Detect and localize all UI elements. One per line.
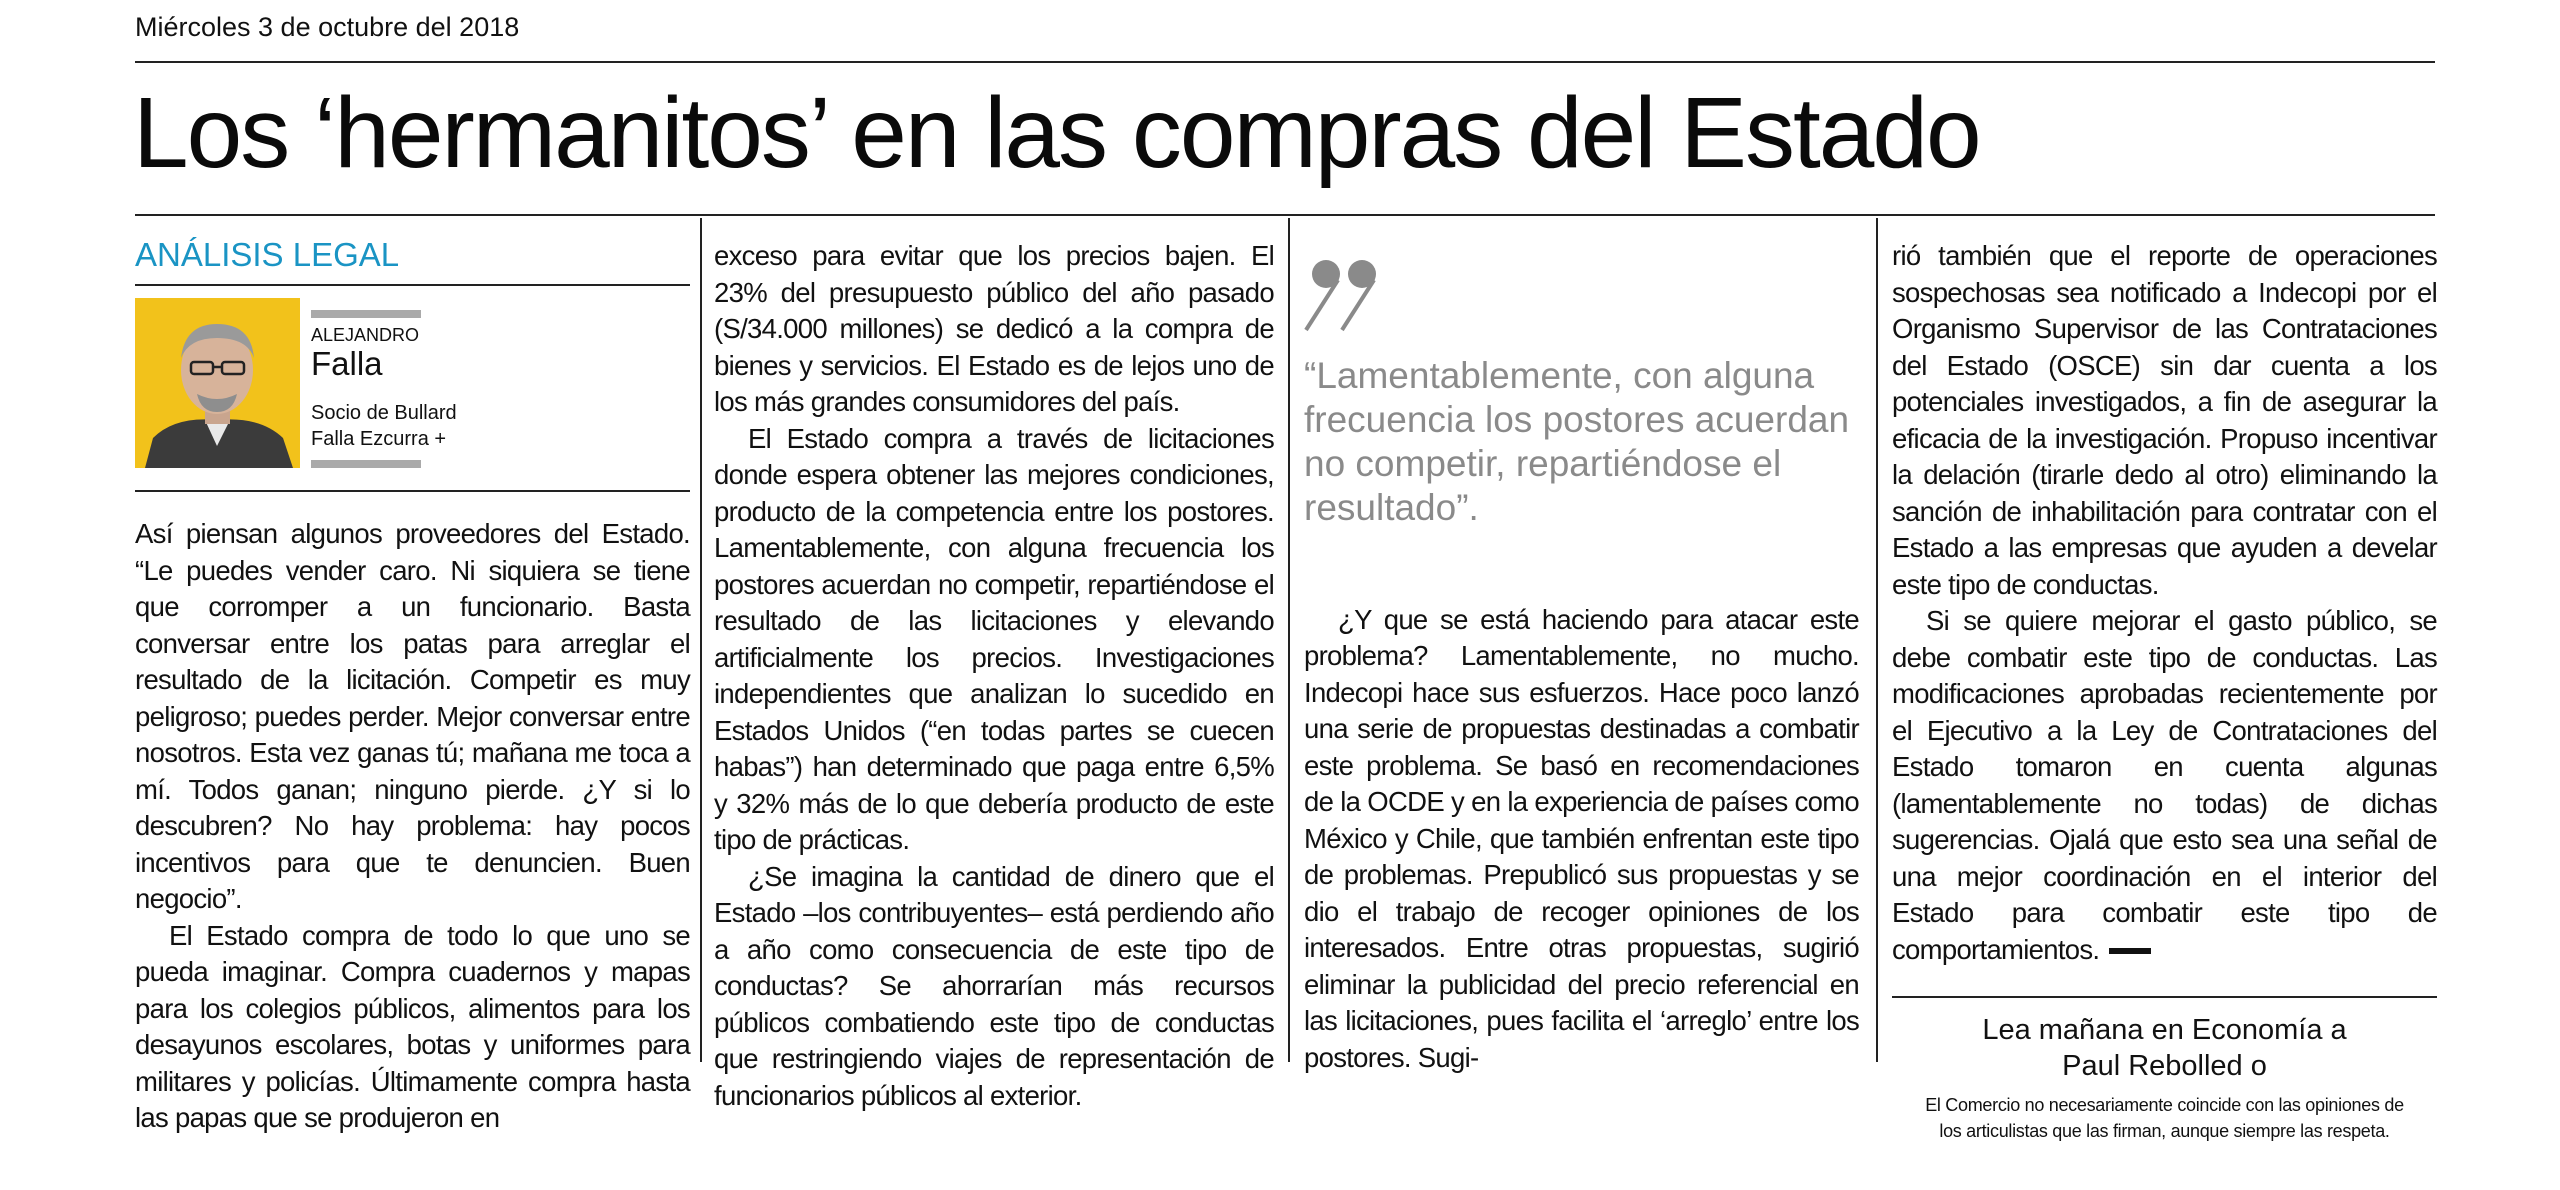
author-box [135,298,690,488]
next-article-line-1: Lea mañana en Economía a [1982,1014,2347,1046]
page-date: Miércoles 3 de octubre del 2018 [135,12,520,42]
paragraph: rió también que el reporte de operaciones sospechosas sea notificado a Indecopi por el Organismo Supervisor de las Contrataciones del Estado (OSCE) sin dar cuenta a los potenciales investigados, a fin de asegurar la eficacia de la investigación. Propuso incentivar la delación (tirarle dedo al otro) eliminando la sanción de inhabilitación para contratar con el Estado a las empresas que ayuden a develar este tipo de conductas. [1892,240,2437,600]
author-rule [135,490,690,492]
top-rule [135,61,2435,63]
column-3 [1304,238,1859,1076]
column-2 [714,238,1274,1114]
author-role-1: Socio de Bullard [311,402,457,424]
headline-rule [135,214,2435,216]
end-mark-icon [2109,948,2151,954]
disclaimer-line-1: El Comercio no necesariamente coincide con las opiniones de [1925,1095,2404,1115]
quote-mark-icon [1304,252,1394,332]
author-last-name: Falla [311,345,383,382]
pull-quote: “Lamentablemente, con alguna frecuencia los postores acuerdan no competir, repartiéndose el resultado”. [1304,354,1850,528]
paragraph: Así piensan algunos proveedores del Estado. “Le puedes vender caro. Ni siquiera se tiene que corromper a un funcionario. Basta conversar entre los patas para arreglar el resultado de la licitación. Competir es muy peligroso; puedes perder. Mejor conversar entre nosotros. Esta vez ganas tú; mañana me toca a mí. Todos ganan; ninguno pierde. ¿Y si lo descubren? No hay problema: hay pocos incentivos para que te denuncien. Buen negocio”. [135,518,690,914]
next-article-line-2: Paul Rebolled o [2062,1050,2267,1082]
paragraph: ¿Se imagina la cantidad de dinero que el Estado –los contribuyentes– está perdiendo año a año como consecuencia de este tipo de conductas? Se ahorrarían más recursos públicos combatiendo este tipo de conductas que restringiendo viajes de representación de funcionarios públicos al exterior. [714,860,1274,1111]
author-photo [135,298,300,468]
column-4 [1892,238,2437,1144]
paragraph: ¿Y que se está haciendo para atacar este problema? Lamentablemente, no mucho. Indecopi hace sus esfuerzos. Hace poco lanzó una serie de propuestas destinadas a combatir este problema. Se basó en recomendaciones de la OCDE y en la experiencia de países como México y Chile, que también enfrentan este tipo de problemas. Prepublicó sus propuestas y se dio el trabajo de recoger opiniones de los interesados. Entre otras propuestas, sugirió eliminar la publicidad del precio referencial en las licitaciones, pues facilita el ‘arreglo’ entre los postores. Sugi- [1304,603,1859,1073]
footer-rule [1892,996,2437,998]
section-kicker: ANÁLISIS LEGAL [135,236,400,273]
column-1 [135,232,690,1137]
column-divider [1876,218,1878,1062]
author-portrait [135,298,300,468]
kicker-rule [135,284,690,286]
column-divider [700,218,702,1062]
paragraph: El Estado compra de todo lo que uno se pueda imaginar. Compra cuadernos y mapas para los colegios públicos, alimentos para los desayunos escolares, botas y uniformes para militares y policías. Últimamente compra hasta las papas que se produjeron en [135,919,690,1133]
paragraph: exceso para evitar que los precios bajen. El 23% del presupuesto público del año pasado (S/34.000 millones) se dedicó a la compra de bienes y servicios. El Estado es de lejos uno de los más grandes consumidores del país. [714,240,1274,417]
paragraph: El Estado compra a través de licitaciones donde espera obtener las mejores condiciones, producto de la competencia entre los postores. Lamentablemente, con alguna frecuencia los postores acuerdan no competir, repartiéndose el resultado de las licitaciones y elevando artificialmente los precios. Investigaciones independientes que analizan lo sucedido en Estados Unidos (“en todas partes se cuecen habas”) han determinado que paga entre 6,5% y 32% más de lo que debería producto de este tipo de prácticas. [714,422,1274,855]
paragraph-text: Si se quiere mejorar el gasto público, se debe combatir este tipo de conductas. Las modificaciones aprobadas recientemente por el Ejecutivo a la Ley de Contrataciones del Estado tomaron en cuenta algunas (lamentablemente no todas) de dichas sugerencias. Ojalá que esto sea una señal de una mejor coordinación en el interior del Estado para combatir este tipo de comportamientos. [1892,605,2437,965]
author-role-2: Falla Ezcurra + [311,428,447,450]
headline: Los ‘hermanitos’ en las compras del Estado [133,77,1980,189]
disclaimer-line-2: los articulistas que las firman, aunque siempre las respeta. [1939,1121,2390,1141]
author-credit [311,310,457,468]
article-footer [1892,1012,2437,1144]
column-divider [1288,218,1290,1062]
paragraph [1892,603,2437,968]
author-bar-top [311,310,421,318]
author-bar-bottom [311,460,421,468]
author-first-name: ALEJANDRO [311,325,420,345]
